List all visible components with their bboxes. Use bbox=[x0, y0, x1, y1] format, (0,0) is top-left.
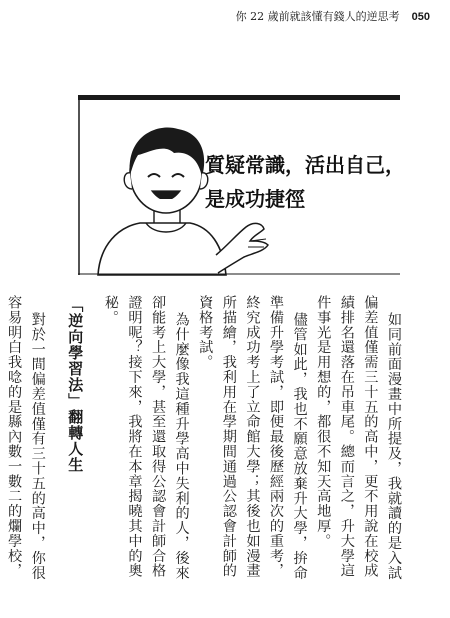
running-header bbox=[236, 8, 430, 24]
body-text bbox=[6, 295, 405, 587]
chapter-title-line2: 是成功捷徑 bbox=[205, 187, 305, 211]
paragraph-3: 為什麼像我這種升學高中失利的人，後來卻能考上大學，甚至還取得公認會計師合格證明呢？接下來，我將在本章揭曉其中的奧秘。 bbox=[102, 295, 190, 581]
page-number: 050 bbox=[411, 11, 430, 23]
paragraph-2: 儘管如此，我也不願意放棄升大學，拚命準備升學考試，即便最後歷經兩次的重考，終究成功考上了立命館大學；其後也如漫畫所描繪，我利用在學期間通過公認會計師的資格考試。 bbox=[197, 295, 308, 581]
chapter-title bbox=[205, 148, 405, 216]
section-heading: 「逆向學習法」翻轉人生 bbox=[66, 297, 85, 473]
chapter-title-line1: 質疑常識，活出自己， bbox=[205, 153, 405, 177]
chapter-illustration-panel bbox=[78, 95, 405, 275]
paragraph-4: 對於一間偏差值僅有三十五的高中，你很容易明白我唸的是縣內數一數二的爛學校， bbox=[6, 295, 46, 581]
paragraph-1: 如同前面漫畫中所提及，我就讀的是入試偏差值僅需三十五的高中，更不用說在校成績排名還落在吊車尾。總而言之，升大學這件事光是用想的，都很不知天高地厚。 bbox=[315, 295, 402, 581]
running-title: 你 22 歲前就該懂有錢人的逆思考 bbox=[235, 10, 400, 23]
